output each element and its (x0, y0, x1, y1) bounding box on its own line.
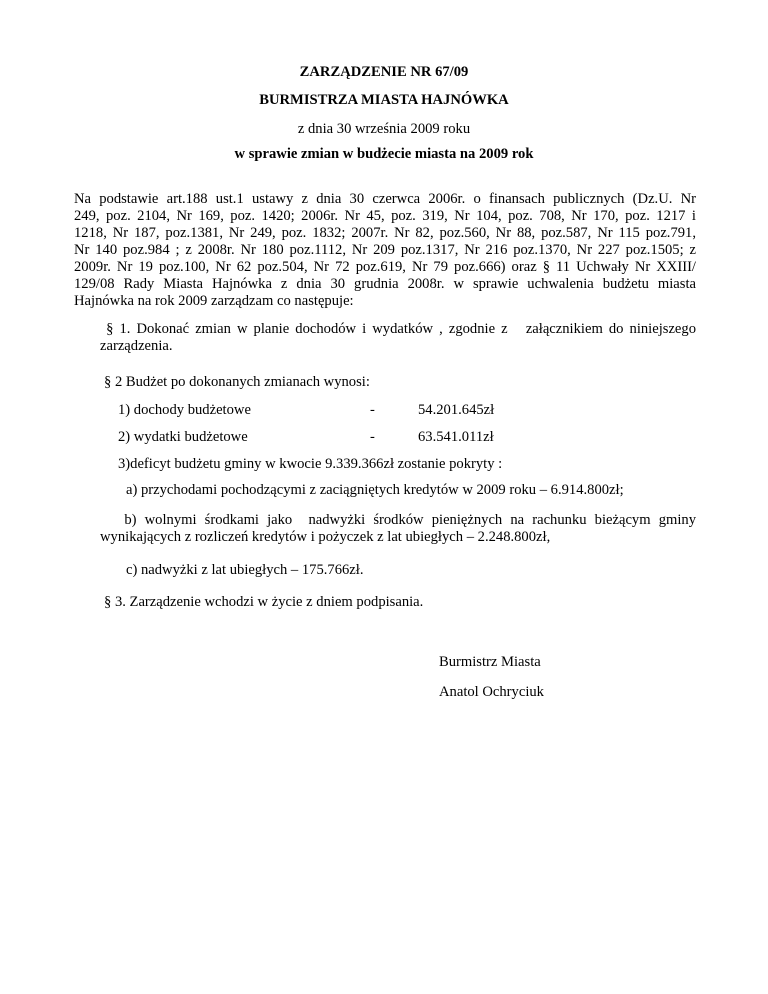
deficit-source-b-line: b) wolnymi środkami jako nadwyżki środków pieniężnych na rachunku bieżącym gminy (100, 512, 696, 528)
expenses-label: 2) wydatki budżetowe (118, 429, 248, 445)
preamble-line: Nr 140 poz.984 ; z 2008r. Nr 180 poz.1112, Nr 209 poz.1317, Nr 216 poz.1370, Nr 227 poz.1505; z (74, 242, 696, 258)
preamble-line: 249, poz. 2104, Nr 169, poz. 1420; 2006r. Nr 45, poz. 319, Nr 104, poz. 708, Nr 170, poz. 1217 i (74, 208, 696, 224)
document-issuer: BURMISTRZA MIASTA HAJNÓWKA (259, 92, 509, 108)
preamble-line: 129/08 Rady Miasta Hajnówka z dnia 30 grudnia 2008r. w sprawie uchwalenia budżetu miasta (74, 276, 696, 292)
preamble-line: 2009r. Nr 19 poz.100, Nr 62 poz.504, Nr 72 poz.619, Nr 79 poz.666) oraz § 11 Uchwały Nr XXIII/ (74, 259, 696, 275)
preamble-line: Na podstawie art.188 ust.1 ustawy z dnia 30 czerwca 2006r. o finansach publicznych (Dz.U. Nr (74, 191, 696, 207)
income-label: 1) dochody budżetowe (118, 402, 251, 418)
deficit-source-a: a) przychodami pochodzącymi z zaciągniętych kredytów w 2009 roku – 6.914.800zł; (126, 482, 624, 498)
preamble-line: Hajnówka na rok 2009 zarządzam co następuje: (74, 293, 354, 309)
section-1-line: zarządzenia. (100, 338, 173, 354)
signature-role: Burmistrz Miasta (439, 654, 541, 670)
expenses-amount: 63.541.011zł (418, 429, 494, 445)
section-2-heading: § 2 Budżet po dokonanych zmianach wynosi: (104, 374, 370, 390)
section-1-line: § 1. Dokonać zmian w planie dochodów i wydatków , zgodnie z załącznikiem do niniejszego (100, 321, 696, 337)
document-title: ZARZĄDZENIE NR 67/09 (299, 64, 469, 80)
preamble-line: 1218, Nr 187, poz.1381, Nr 249, poz. 1832; 2007r. Nr 82, poz.560, Nr 88, poz.587, Nr 115 poz.791, (74, 225, 696, 241)
income-amount: 54.201.645zł (418, 402, 495, 418)
deficit-source-c: c) nadwyżki z lat ubiegłych – 175.766zł. (126, 562, 364, 578)
section-1 (100, 321, 696, 355)
section-3: § 3. Zarządzenie wchodzi w życie z dniem podpisania. (104, 594, 424, 610)
expenses-dash: - (370, 429, 375, 445)
document-subject: w sprawie zmian w budżecie miasta na 2009 rok (234, 146, 534, 162)
income-dash: - (370, 402, 375, 418)
preamble (74, 191, 696, 310)
document-date: z dnia 30 września 2009 roku (297, 121, 471, 137)
deficit-source-b-line: wynikających z rozliczeń kredytów i pożyczek z lat ubiegłych – 2.248.800zł, (100, 529, 551, 545)
deficit-source-b (100, 512, 696, 546)
deficit-text: 3)deficyt budżetu gminy w kwocie 9.339.366zł zostanie pokryty : (118, 456, 503, 472)
signature-name: Anatol Ochryciuk (439, 684, 544, 700)
